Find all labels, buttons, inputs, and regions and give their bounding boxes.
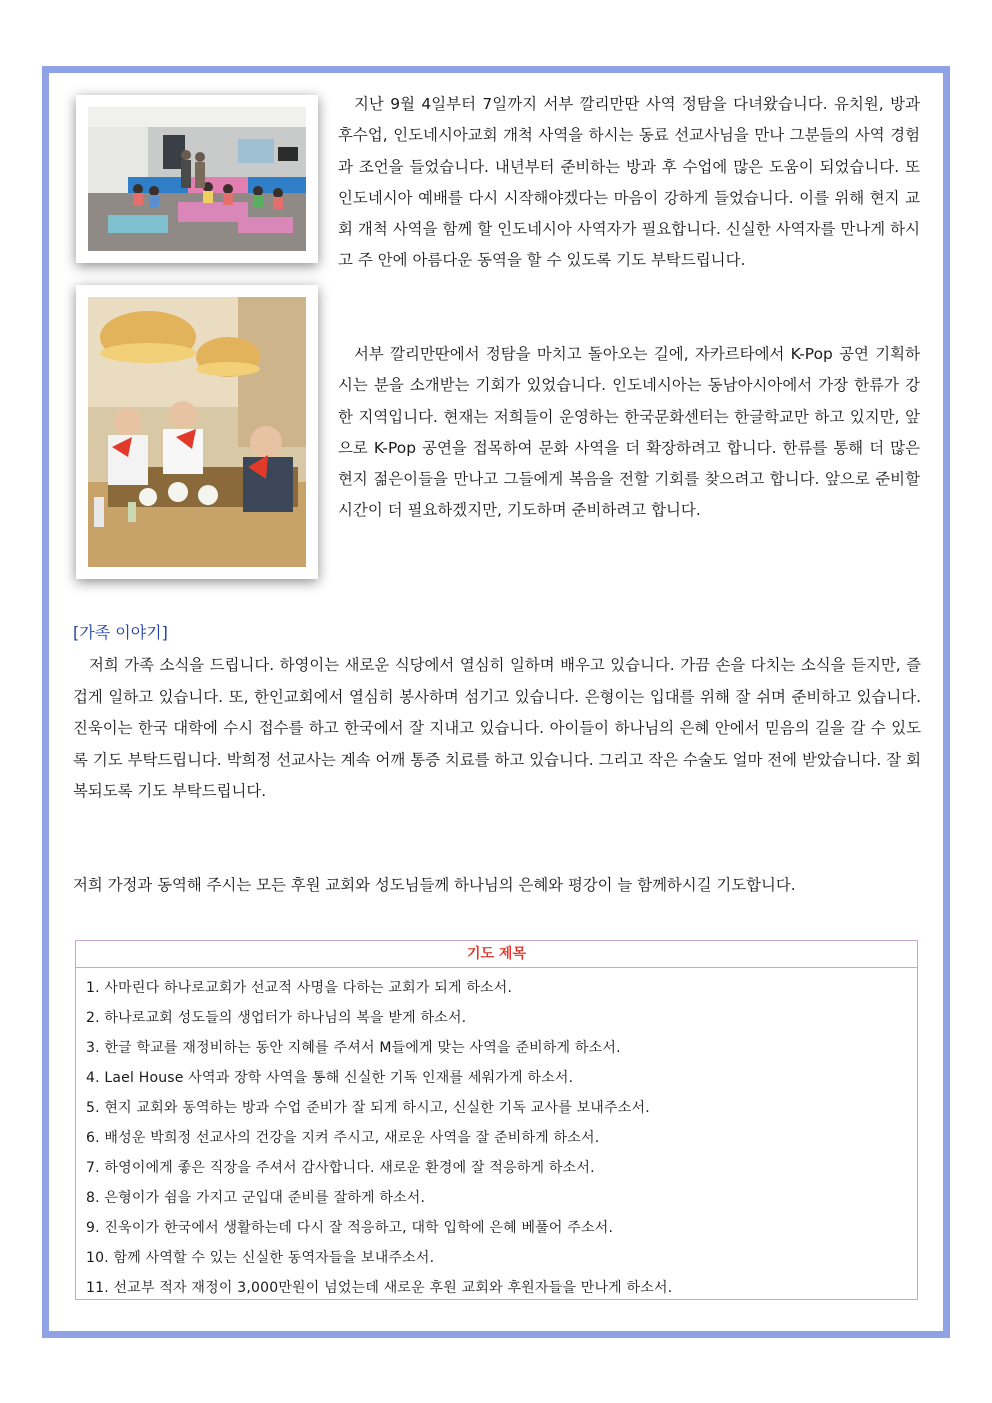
prayer-item: 5. 현지 교회와 동역하는 방과 수업 준비가 잘 되게 하시고, 신실한 기독 교사를 보내주소서. [86, 1100, 650, 1116]
prayer-item: 9. 진욱이가 한국에서 생활하는데 다시 잘 적응하고, 대학 입학에 은혜 베풀어 주소서. [86, 1220, 614, 1236]
prayer-item: 4. Lael House 사역과 장학 사역을 통해 신실한 기독 인재를 세워가게 하소서. [86, 1070, 574, 1086]
ministry-paragraph-2: 서부 깔리만딴에서 정탐을 마치고 돌아오는 길에, 자카르타에서 K-Pop 공연 기획하시는 분을 소개받는 기회가 있었습니다. 인도네시아는 동남아시아에서 가장 한류가 강한 지역입니다. 현재는 저희들이 운영하는 한국문화센터는 한글학교만 하고 있지만, 앞으로 K-Pop 공연을 접목하여 문화 사역을 더 확장하려고 합니다. 한류를 통해 더 많은 현지 젊은이들을 만나고 그들에게 복음을 전할 기회를 찾으려고 합니다. 앞으로 준비할 시간이 더 필요하겠지만, 기도하며 준비하려고 합니다. [338, 345, 920, 520]
prayer-item: 6. 배성운 박희정 선교사의 건강을 지켜 주시고, 새로운 사역을 잘 준비하게 하소서. [86, 1130, 600, 1146]
classroom-photo [76, 95, 318, 263]
prayer-item: 1. 사마린다 하나로교회가 선교적 사명을 다하는 교회가 되게 하소서. [86, 980, 513, 996]
prayer-item: 3. 한글 학교를 재정비하는 동안 지혜를 주셔서 M들에게 맞는 사역을 준비하게 하소서. [86, 1040, 621, 1056]
family-section-title: [가족 이야기] [73, 623, 168, 642]
prayer-box [75, 940, 918, 1300]
restaurant-photo [76, 285, 318, 579]
prayer-item: 2. 하나로교회 성도들의 생업터가 하나님의 복을 받게 하소서. [86, 1010, 467, 1026]
closing-paragraph: 저희 가정과 동역해 주시는 모든 후원 교회와 성도님들께 하나님의 은혜와 평강이 늘 함께하시길 기도합니다. [73, 876, 796, 894]
ministry-paragraph-1: 지난 9월 4일부터 7일까지 서부 깔리만딴 사역 정탐을 다녀왔습니다. 유치원, 방과후수업, 인도네시아교회 개척 사역을 하시는 동료 선교사님을 만나 그분들의 사역 경험과 조언을 들었습니다. 내년부터 준비하는 방과 후 수업에 많은 도움이 되었습니다. 또 인도네시아 예배를 다시 시작해야겠다는 마음이 강하게 들었습니다. 이를 위해 현지 교회 개척 사역을 함께 할 인도네시아 사역자가 필요합니다. 신실한 사역자를 만나게 하시고 주 안에 아름다운 동역을 할 수 있도록 기도 부탁드립니다. [338, 95, 920, 270]
prayer-item: 8. 은형이가 쉼을 가지고 군입대 준비를 잘하게 하소서. [86, 1190, 426, 1206]
prayer-title: 기도 제목 [76, 941, 917, 968]
prayer-item: 10. 함께 사역할 수 있는 신실한 동역자들을 보내주소서. [86, 1250, 435, 1266]
family-paragraph: 저희 가족 소식을 드립니다. 하영이는 새로운 식당에서 열심히 일하며 배우고 있습니다. 가끔 손을 다치는 소식을 듣지만, 즐겁게 일하고 있습니다. 또, 한인교회에서 열심히 봉사하며 섬기고 있습니다. 은형이는 입대를 위해 잘 쉬며 준비하고 있습니다. 진욱이는 한국 대학에 수시 접수를 하고 한국에서 잘 지내고 있습니다. 아이들이 하나님의 은혜 안에서 믿음의 길을 갈 수 있도록 기도 부탁드립니다. 박희정 선교사는 계속 어깨 통증 치료를 하고 있습니다. 그리고 작은 수술도 얼마 전에 받았습니다. 잘 회복되도록 기도 부탁드립니다. [73, 656, 921, 801]
prayer-list [76, 968, 917, 1303]
prayer-item: 11. 선교부 적자 재정이 3,000만원이 넘었는데 새로운 후원 교회와 후원자들을 만나게 하소서. [86, 1280, 673, 1296]
prayer-item: 7. 하영이에게 좋은 직장을 주셔서 감사합니다. 새로운 환경에 잘 적응하게 하소서. [86, 1160, 595, 1176]
